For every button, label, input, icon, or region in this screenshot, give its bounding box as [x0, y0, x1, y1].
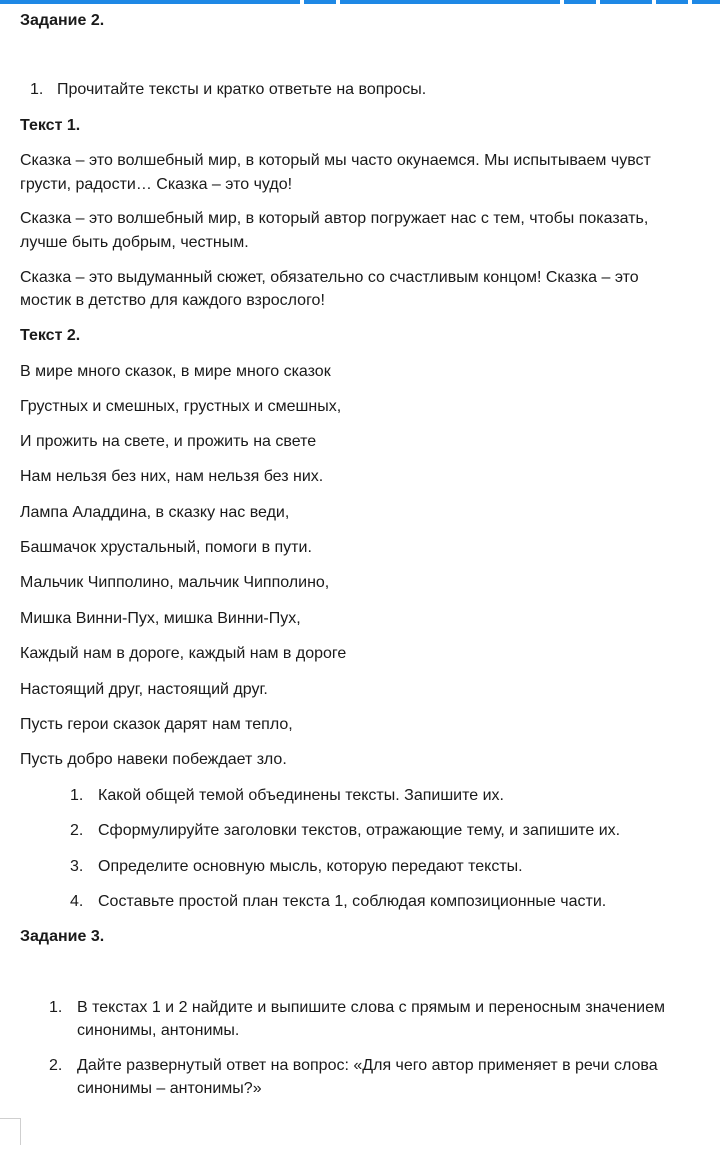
- task2-heading: Задание 2.: [20, 12, 105, 29]
- task3-item-number: 1.: [49, 999, 63, 1016]
- top-accent-bar: [0, 0, 720, 4]
- poem-line: В мире много сказок, в мире много сказок: [20, 363, 331, 380]
- question-text: Какой общей темой объединены тексты. Запишите их.: [98, 787, 504, 804]
- text1-heading: Текст 1.: [20, 117, 81, 134]
- poem-line: Пусть герои сказок дарят нам тепло,: [20, 716, 293, 733]
- task3-heading: Задание 3.: [20, 928, 105, 945]
- text1-paragraph-2-line-2: лучше быть добрым, честным.: [20, 234, 249, 251]
- task3-item-line-2: синонимы – антонимы?»: [77, 1080, 262, 1097]
- task3-item-line-2: синонимы, антонимы.: [77, 1022, 240, 1039]
- text1-paragraph-3-line-2: мостик в детство для каждого взрослого!: [20, 292, 325, 309]
- poem-line: Мишка Винни-Пух, мишка Винни-Пух,: [20, 610, 301, 627]
- question-text: Определите основную мысль, которую передают тексты.: [98, 858, 523, 875]
- text2-heading: Текст 2.: [20, 327, 81, 344]
- task2-item-number: 1.: [30, 81, 44, 98]
- task3-item-line-1: Дайте развернутый ответ на вопрос: «Для чего автор применяет в речи слова: [77, 1057, 658, 1074]
- task3-item-number: 2.: [49, 1057, 63, 1074]
- poem-line: Нам нельзя без них, нам нельзя без них.: [20, 468, 324, 485]
- text1-paragraph-3-line-1: Сказка – это выдуманный сюжет, обязательно со счастливым концом! Сказка – это: [20, 269, 639, 286]
- poem-line: Башмачок хрустальный, помоги в пути.: [20, 539, 312, 556]
- question-number: 1.: [70, 787, 84, 804]
- question-text: Составьте простой план текста 1, соблюдая композиционные части.: [98, 893, 607, 910]
- poem-line: И прожить на свете, и прожить на свете: [20, 433, 317, 450]
- text1-paragraph-2-line-1: Сказка – это волшебный мир, в который автор погружает нас с тем, чтобы показать,: [20, 210, 649, 227]
- question-number: 3.: [70, 858, 84, 875]
- text1-paragraph-1-line-2: грусти, радости… Сказка – это чудо!: [20, 176, 293, 193]
- question-number: 4.: [70, 893, 84, 910]
- question-text: Сформулируйте заголовки текстов, отражающие тему, и запишите их.: [98, 822, 621, 839]
- task2-instruction: Прочитайте тексты и кратко ответьте на вопросы.: [57, 81, 427, 98]
- poem-line: Каждый нам в дороге, каждый нам в дороге: [20, 645, 347, 662]
- poem-line: Лампа Аладдина, в сказку нас веди,: [20, 504, 290, 521]
- poem-line: Мальчик Чипполино, мальчик Чипполино,: [20, 574, 330, 591]
- page-corner-border: [0, 1118, 21, 1145]
- text1-paragraph-1-line-1: Сказка – это волшебный мир, в который мы часто окунаемся. Мы испытываем чувст: [20, 152, 651, 169]
- poem-line: Настоящий друг, настоящий друг.: [20, 681, 268, 698]
- task3-item-line-1: В текстах 1 и 2 найдите и выпишите слова с прямым и переносным значением: [77, 999, 665, 1016]
- poem-line: Грустных и смешных, грустных и смешных,: [20, 398, 342, 415]
- question-number: 2.: [70, 822, 84, 839]
- poem-line: Пусть добро навеки побеждает зло.: [20, 751, 287, 768]
